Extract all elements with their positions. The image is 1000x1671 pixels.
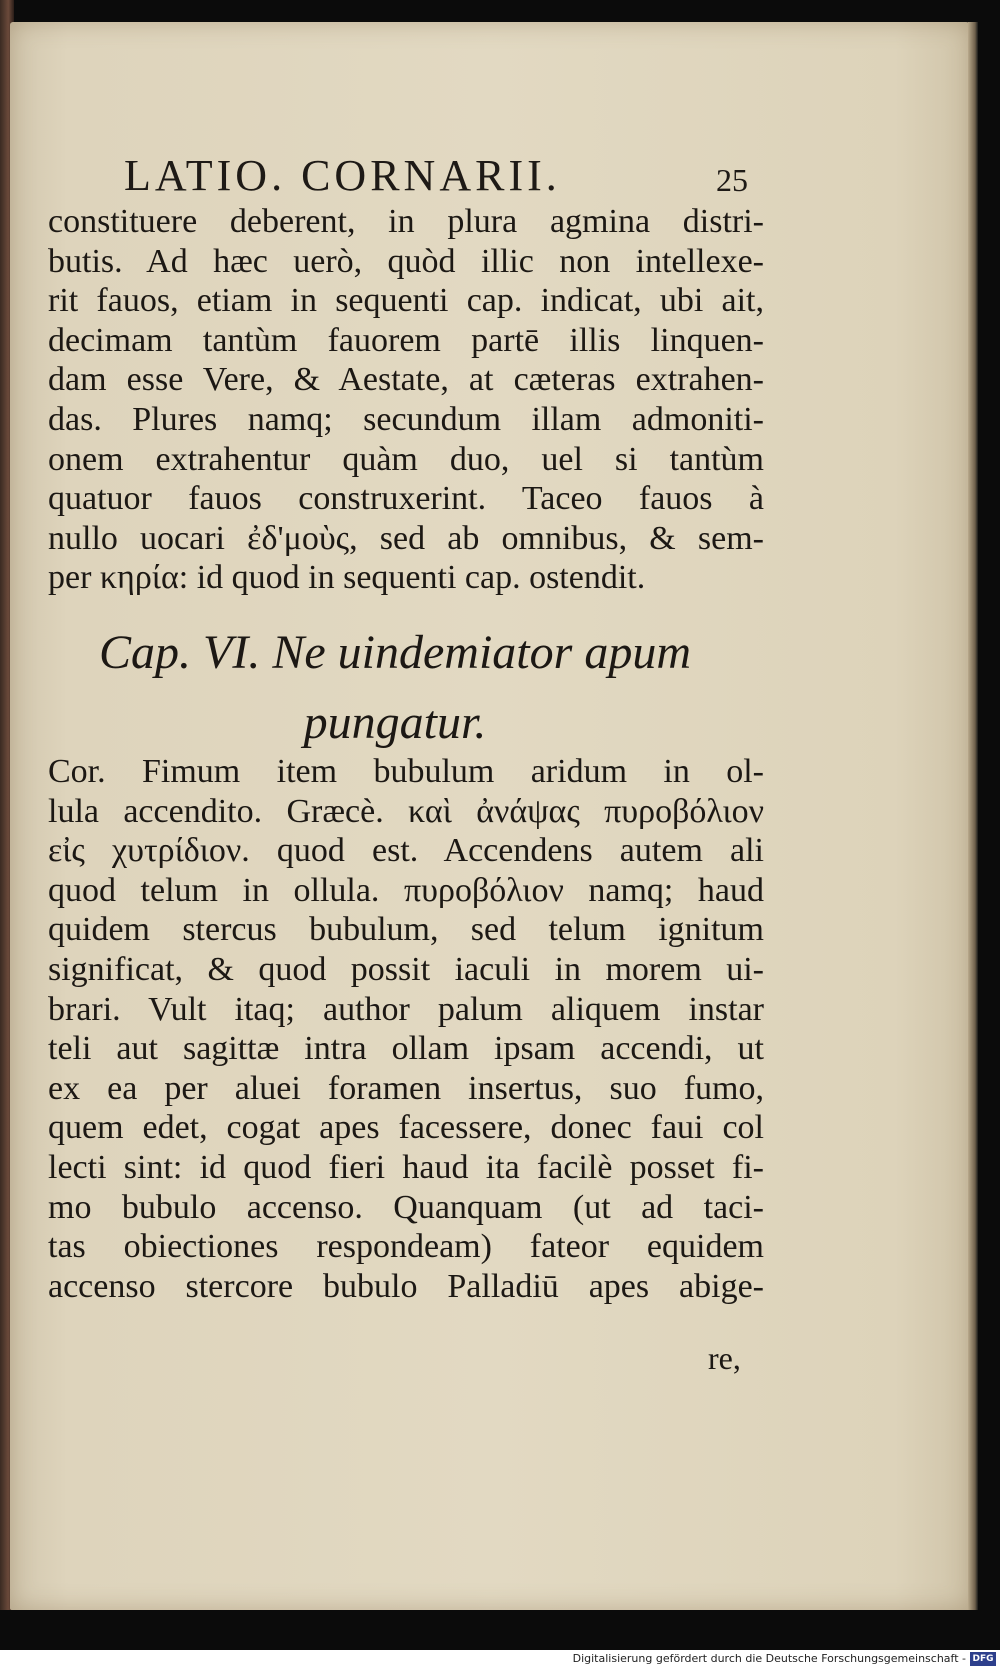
catchword: re,	[708, 1340, 741, 1376]
page-number: 25	[716, 162, 748, 198]
chapter-heading-line: pungatur.	[303, 696, 487, 749]
text-line: constituere deberent, in plura agmina distri-	[48, 203, 764, 240]
text-line: butis. Ad hæc uerò, quòd illic non intellexe-	[48, 242, 764, 280]
text-line: brari. Vult itaq; author palum aliquem instar	[48, 990, 764, 1028]
text-line: εἰς χυτρίδιον. quod est. Accendens autem ali	[48, 832, 764, 870]
text-line: rit fauos, etiam in sequenti cap. indicat, ubi ait,	[48, 282, 764, 320]
page-edge	[968, 22, 978, 1610]
text-line: tas obiectiones respondeam) fateor equidem	[48, 1228, 764, 1266]
text-line: lecti sint: id quod fieri haud ita facilè posset fi-	[48, 1148, 764, 1186]
text-line: quod telum in ollula. πυροβόλιον namq; haud	[48, 871, 764, 909]
paragraph-1	[48, 202, 764, 598]
footer-credit: Digitalisierung gefördert durch die Deutsche Forschungsgemeinschaft -	[572, 1652, 966, 1665]
text-line: mo bubulo accenso. Quanquam (ut ad taci-	[48, 1188, 764, 1226]
text-line: significat, & quod possit iaculi in morem ui-	[48, 950, 764, 988]
text-line: quidem stercus bubulum, sed telum ignitum	[48, 911, 764, 949]
dfg-logo-icon[interactable]: DFG	[970, 1652, 996, 1666]
text-line: quatuor fauos construxerint. Taceo fauos à	[48, 480, 764, 518]
text-line: Cor. Fimum item bubulum aridum in ol-	[48, 753, 764, 790]
text-line: quem edet, cogat apes facessere, donec faui col	[48, 1109, 764, 1147]
text-line: nullo uocari ἐδ'μοὺς, sed ab omnibus, & sem-	[48, 519, 764, 557]
text-line: per κηρία: id quod in sequenti cap. ostendit.	[48, 559, 646, 597]
text-line: ex ea per aluei foramen insertus, suo fumo,	[48, 1069, 764, 1107]
chapter-heading	[70, 618, 720, 758]
chapter-heading-line: Cap. VI. Ne uindemiator apum	[99, 626, 691, 679]
text-line: decimam tantùm fauorem partē illis linquen-	[48, 321, 764, 359]
running-head: LATIO. CORNARII.	[124, 151, 561, 200]
text-line: teli aut sagittæ intra ollam ipsam accendi, ut	[48, 1030, 764, 1068]
text-line: onem extrahentur quàm duo, uel si tantùm	[48, 440, 764, 478]
text-line: das. Plures namq; secundum illam admoniti-	[48, 400, 764, 438]
text-line: dam esse Vere, & Aestate, at cæteras extrahen-	[48, 361, 764, 399]
text-line: lula accendito. Græcè. καὶ ἀνάψας πυροβόλιον	[48, 792, 764, 830]
text-line: accenso stercore bubulo Palladiū apes abige-	[48, 1267, 764, 1305]
paragraph-2	[48, 752, 764, 1306]
